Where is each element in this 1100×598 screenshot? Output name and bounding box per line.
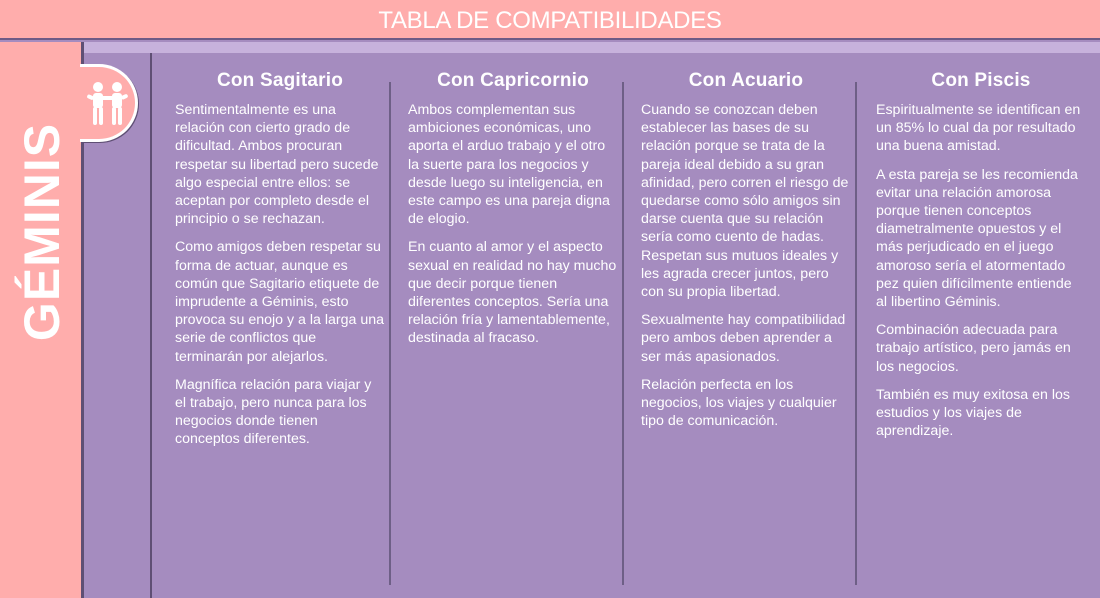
column-title: Con Acuario (688, 70, 804, 91)
column-sagitario (175, 70, 385, 459)
column-paragraph: Sexualmente hay compatibilidad pero ambos deben aprender a ser más apasionados. (641, 312, 846, 365)
column-capricornio (408, 70, 618, 358)
column-paragraph: También es muy exitosa en los estudios y los viajes de aprendizaje. (876, 386, 1070, 440)
column-title: Con Piscis (931, 70, 1031, 91)
column-paragraph: Sentimentalmente es una relación con cierto grado de dificultad. Ambos procuran respetar su libertad pero sucede algo especial entre ellos: se aceptan por completo desde el principio o se rechazan. (175, 102, 379, 228)
column-paragraph: Combinación adecuada para trabajo artístico, pero jamás en los negocios. (876, 322, 1071, 375)
column-divider (855, 82, 857, 585)
column-title: Con Sagitario (216, 70, 344, 91)
column-paragraph: A esta pareja se les recomienda evitar una relación amorosa porque tienen conceptos diametralmente opuestos y el más perjudicado en el juego amoroso sería el atormentado pez quien difícilmente entiende al libertino Géminis. (876, 166, 1078, 311)
sign-sidebar (0, 42, 84, 598)
column-acuario (641, 70, 851, 440)
column-paragraph: En cuanto al amor y el aspecto sexual en realidad no hay mucho que decir porque tienen diferentes conceptos. Sería una relación fría y lamentablemente, destinada al fracaso. (408, 239, 617, 347)
column-title: Con Capricornio (437, 70, 589, 91)
column-piscis (876, 70, 1086, 450)
column-paragraph: Como amigos deben respetar su forma de actuar, aunque es común que Sagitario etiquete de imprudente a Géminis, esto provoca su enojo y a la larga una serie de conflictos que terminarán por alejarlos. (175, 239, 385, 365)
column-paragraph: Relación perfecta en los negocios, los viajes y cualquier tipo de comunicación. (641, 376, 837, 430)
column-divider (389, 82, 391, 585)
header-bar (0, 0, 1100, 40)
column-paragraph: Espiritualmente se identifican en un 85% lo cual da por resultado una buena amistad. (876, 102, 1081, 155)
sign-name: GÉMINIS (14, 122, 70, 342)
column-paragraph: Ambos complementan sus ambiciones económicas, uno aporta el arduo trabajo y el otro la suerte para los negocios y desde luego su inteligencia, en este campo es una pareja digna de elogio. (408, 102, 610, 228)
page-title: TABLA DE COMPATIBILIDADES (378, 7, 722, 34)
header-accent-strip (84, 42, 1100, 53)
column-divider (622, 82, 624, 585)
gemini-twins-icon (86, 81, 130, 127)
column-paragraph: Cuando se conozcan deben establecer las bases de su relación porque se trata de la pareja ideal debido a su gran afinidad, pero corren el riesgo de quedarse como sólo amigos sin darse cuenta que su relación sería como cuento de hadas. Respetan sus mutuos ideales y les agrada crecer juntos, pero con su propia libertad. (641, 102, 849, 301)
column-paragraph: Magnífica relación para viajar y el trabajo, pero nunca para los negocios donde tienen conceptos diferentes. (175, 376, 372, 448)
